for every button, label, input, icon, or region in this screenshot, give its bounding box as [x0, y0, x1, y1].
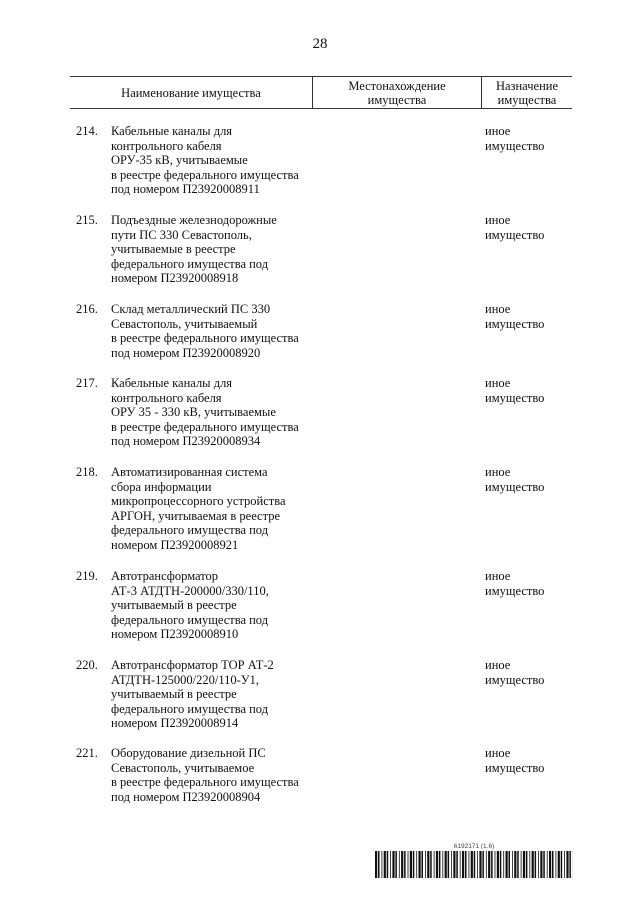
property-name-line: АТДТН-125000/220/110-У1, — [111, 672, 259, 687]
property-purpose-line: имущество — [485, 316, 545, 331]
property-purpose-line: имущество — [485, 479, 545, 494]
property-purpose-line: имущество — [485, 760, 545, 775]
property-purpose-line: имущество — [485, 390, 545, 405]
property-name-line: под номером П23920008911 — [111, 182, 260, 197]
property-purpose-line: иное — [485, 746, 511, 760]
property-purpose — [485, 376, 575, 405]
property-purpose-line: иное — [485, 465, 511, 479]
property-name-line: контрольного кабеля — [111, 138, 222, 153]
property-name-line: Севастополь, учитываемый — [111, 316, 258, 331]
property-name-line: пути ПС 330 Севастополь, — [111, 227, 252, 242]
row-number: 217. — [76, 376, 98, 390]
property-name-line: номером П23920008918 — [111, 271, 239, 286]
property-name-line: ОРУ-35 кВ, учитываемые — [111, 153, 248, 168]
row-number: 219. — [76, 569, 98, 583]
header-purpose — [482, 77, 572, 108]
property-purpose-line: иное — [485, 569, 511, 583]
property-name-line: АТ-3 АТДТН-200000/330/110, — [111, 583, 269, 598]
property-purpose-line: иное — [485, 376, 511, 390]
property-purpose-line: имущество — [485, 227, 545, 242]
row-number: 221. — [76, 746, 98, 760]
property-name — [111, 465, 321, 553]
property-name-line: контрольного кабеля — [111, 390, 222, 405]
property-name-line: федерального имущества под — [111, 701, 269, 716]
property-purpose — [485, 302, 575, 331]
property-name-line: под номером П23920008904 — [111, 789, 261, 804]
property-name — [111, 746, 321, 804]
property-name-line: под номером П23920008934 — [111, 434, 261, 449]
property-purpose — [485, 658, 575, 687]
header-location-line2: имущества — [367, 92, 427, 107]
header-name: Наименование имущества — [70, 77, 313, 108]
property-name — [111, 569, 321, 642]
property-purpose-line: иное — [485, 124, 511, 138]
barcode-id: 6192171 (1.6) — [453, 843, 495, 850]
property-name — [111, 124, 321, 197]
header-purpose-line2: имущества — [497, 92, 557, 107]
property-name-line: в реестре федерального имущества — [111, 419, 299, 434]
row-number: 215. — [76, 213, 98, 227]
property-name-line: номером П23920008921 — [111, 537, 239, 552]
page-number: 28 — [312, 36, 328, 52]
property-name-line: федерального имущества под — [111, 523, 269, 538]
property-name-line: Оборудование дизельной ПС — [111, 746, 266, 760]
property-name-line: Кабельные каналы для — [111, 124, 233, 138]
row-number: 218. — [76, 465, 98, 479]
property-name-line: под номером П23920008920 — [111, 345, 261, 360]
property-name-line: номером П23920008914 — [111, 716, 239, 731]
property-name-line: учитываемый в реестре — [111, 598, 237, 613]
property-name-line: Кабельные каналы для — [111, 376, 233, 390]
property-name-line: учитываемый в реестре — [111, 687, 237, 702]
property-name-line: в реестре федерального имущества — [111, 331, 299, 346]
property-name-line: Подъездные железнодорожные — [111, 213, 277, 227]
property-purpose — [485, 465, 575, 494]
property-purpose — [485, 746, 575, 775]
property-name — [111, 376, 321, 449]
table-header — [70, 76, 572, 109]
row-number: 214. — [76, 124, 98, 138]
property-name-line: ОРУ 35 - 330 кВ, учитываемые — [111, 405, 276, 420]
property-name-line: федерального имущества под — [111, 612, 269, 627]
property-name-line: в реестре федерального имущества — [111, 775, 299, 790]
property-purpose — [485, 569, 575, 598]
header-location — [313, 77, 482, 108]
property-name — [111, 213, 321, 286]
row-number: 220. — [76, 658, 98, 672]
property-name-line: Склад металлический ПС 330 — [111, 302, 271, 316]
barcode-icon — [375, 851, 573, 878]
row-number: 216. — [76, 302, 98, 316]
property-name-line: АРГОН, учитываемая в реестре — [111, 508, 281, 523]
property-purpose — [485, 213, 575, 242]
property-purpose-line: иное — [485, 213, 511, 227]
property-purpose-line: иное — [485, 302, 511, 316]
property-name-line: учитываемые в реестре — [111, 242, 236, 257]
property-name-line: номером П23920008910 — [111, 627, 239, 642]
header-purpose-line1: Назначение — [495, 78, 558, 93]
header-location-line1: Местонахождение — [348, 78, 446, 93]
property-name — [111, 658, 321, 731]
property-name-line: федерального имущества под — [111, 256, 269, 271]
property-name-line: в реестре федерального имущества — [111, 167, 299, 182]
property-name — [111, 302, 321, 360]
property-name-line: Автотрансформатор — [111, 569, 219, 583]
property-name-line: сбора информации — [111, 479, 212, 494]
property-purpose-line: иное — [485, 658, 511, 672]
property-name-line: Севастополь, учитываемое — [111, 760, 255, 775]
property-name-line: Автоматизированная система — [111, 465, 268, 479]
property-purpose-line: имущество — [485, 672, 545, 687]
barcode-block — [375, 843, 573, 879]
property-purpose-line: имущество — [485, 583, 545, 598]
property-name-line: микропроцессорного устройства — [111, 494, 286, 509]
property-name-line: Автотрансформатор ТОР АТ-2 — [111, 658, 274, 672]
property-purpose-line: имущество — [485, 138, 545, 153]
property-purpose — [485, 124, 575, 153]
